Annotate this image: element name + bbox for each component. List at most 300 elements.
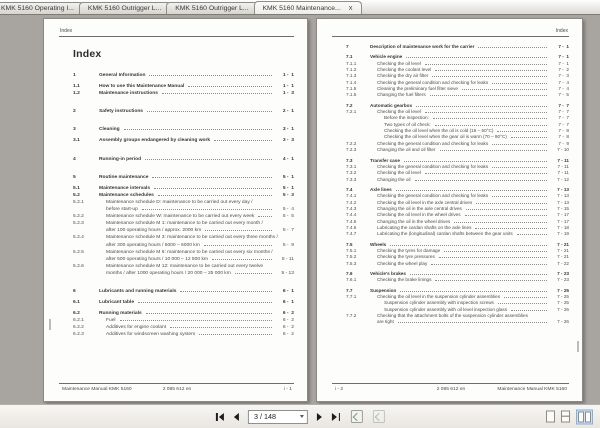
dot-leader [497, 131, 547, 132]
page-footer [332, 383, 569, 392]
toc-entry-number: 5.2.1 [73, 199, 84, 205]
toc-entry-page: 7 - 7 [558, 121, 569, 127]
dot-leader [120, 320, 272, 321]
document-tab-bar [0, 0, 600, 15]
toc-entry-title: months / after 1000 operating hours / 20 000 – 25 000 km [106, 270, 231, 276]
dot-leader [158, 195, 272, 196]
document-page-left [43, 18, 308, 402]
toc-entry-number: 7.2 [346, 102, 353, 108]
toc-entry-title: Checking the oil level when the gear oil is warm (70 – 90°C) [384, 134, 507, 140]
footer-page-number: i - 2 [335, 387, 344, 392]
tab-label: KMK 5160 Outrigger L... [175, 5, 249, 12]
dot-leader [124, 129, 272, 130]
toc-entry-number: 6.1 [73, 300, 80, 306]
toc-entry-number: 7.3 [346, 157, 353, 163]
toc-entry-number: 7.3.3 [346, 176, 357, 182]
toc-entry-page: 6 - 2 [282, 332, 294, 338]
toc-entry-page: 7 - 7 [558, 115, 569, 121]
toc-entry-page: 1 - 3 [282, 91, 294, 97]
toc-entry-page: 7 - 22 [557, 260, 569, 266]
first-page-button[interactable] [215, 410, 225, 424]
footer-left: Maintenance Manual KMK 5160 [62, 387, 132, 392]
toc-entry-title: Checking the oil level [377, 109, 421, 115]
toc-entry-page: 5 - 1 [282, 185, 294, 191]
toc-entry-page: 1 - 1 [282, 84, 294, 90]
toc-entry-title: Changing the oil in the axle central drives [377, 205, 462, 211]
toc-entry-page: 7 - 7 [558, 109, 569, 115]
toc-entry-number: 5.2.2 [73, 214, 84, 220]
toc-entry-title: after 300 operating hours / 5000 – 6000 km [106, 242, 200, 248]
dot-leader [416, 106, 547, 107]
toc-entry-number: 5.2 [73, 192, 80, 198]
toc-entry-page: 7 - 23 [557, 271, 569, 276]
toc-entry-number: 7.2.1 [346, 109, 357, 115]
dot-leader [454, 222, 547, 223]
dot-leader [398, 322, 547, 323]
toc-entry-title: Maintenance intervals [99, 185, 151, 191]
toc-entry [73, 109, 294, 116]
toc-entry-page: 7 - 8 [558, 128, 569, 134]
viewer-toolbar [0, 404, 600, 428]
toc-entry-title: Changing the oil [377, 176, 411, 182]
table-of-contents [73, 73, 294, 340]
toc-entry-title: Checking the brake linings [377, 277, 432, 283]
dot-leader [147, 111, 272, 112]
toc-entry-number: 6.2.1 [73, 318, 84, 324]
toc-entry-page: 7 - 12 [557, 176, 569, 182]
dot-leader [204, 245, 272, 246]
dot-leader [440, 150, 547, 151]
toc-entry-page: 7 - 25 [557, 287, 569, 293]
dot-leader [517, 234, 547, 235]
dot-leader [511, 137, 547, 138]
toc-entry-number: 7.4.2 [346, 199, 357, 205]
running-header: Index [332, 28, 569, 37]
toc-entry-page: 6 - 2 [282, 318, 294, 324]
toc-entry [73, 300, 294, 307]
dot-leader [214, 140, 272, 141]
toc-entry-number: 3.1 [73, 138, 80, 144]
dot-leader [142, 209, 272, 210]
toc-entry-page: 7 - 18 [557, 224, 569, 230]
toc-entry-number: 7.1.2 [346, 67, 357, 73]
toc-entry-page: 7 - 3 [558, 73, 569, 79]
dot-leader [478, 47, 547, 48]
toc-entry-number: 4 [73, 156, 76, 162]
toc-entry-title: Automatic gearbox [370, 102, 413, 108]
toc-entry-title: Changing the oil in the wheel drives [377, 218, 451, 224]
toc-entry-page: 7 - 1 [558, 44, 569, 49]
toc-entry-title: Wheels [370, 241, 387, 247]
toc-entry-number: 6.2 [73, 311, 80, 317]
toc-entry [73, 127, 294, 134]
toc-entry-title: Maintenance instructions [99, 91, 158, 97]
previous-page-button[interactable] [233, 410, 240, 424]
page-title: Index [73, 48, 102, 60]
toc-entry-page: 7 - 19 [557, 231, 569, 237]
toc-entry-title: Lubricant table [99, 300, 135, 306]
dot-leader [415, 180, 547, 181]
toc-entry-page: 7 - 11 [557, 163, 569, 169]
dot-leader [400, 291, 547, 292]
toc-entry-title: Fuel [106, 318, 116, 324]
tab-label: KMK 5160 Operating I... [1, 5, 74, 12]
toc-entry-title: Axle lines [370, 186, 392, 192]
toc-entry-page: 7 - 8 [558, 134, 569, 140]
toc-entry-number: 7.3.2 [346, 170, 357, 176]
dot-leader [444, 251, 547, 252]
toc-entry-number: 7.4.4 [346, 212, 357, 218]
dot-leader [430, 95, 547, 96]
toc-entry-title: Vehicle engine [370, 54, 403, 60]
toc-entry-page: 7 - 17 [557, 212, 569, 218]
toc-entry-number: 7.3.1 [346, 163, 357, 169]
dot-leader [492, 196, 547, 197]
continuous-layout-icon[interactable] [561, 411, 570, 423]
toc-entry-title: Suspension cylinder assembly with oil level inspection glass [384, 306, 508, 312]
toc-entry-title: after 500 operating hours / 10 000 – 12 500 km [106, 256, 208, 262]
toc-entry-number: 1.2 [73, 91, 80, 97]
toc-entry-title: Checking the tyres for damage [377, 247, 441, 253]
toc-entry-title: How to use this Maintenance Manual [99, 84, 185, 90]
toc-entry-title: Before the inspection: [384, 115, 429, 121]
toc-entry-title: Suspension [370, 287, 397, 293]
toc-entry-number: 7.1.6 [346, 92, 357, 98]
toc-entry-page: 7 - 21 [557, 241, 569, 247]
running-header: Index [59, 28, 294, 37]
toc-entry-number: 7.4.1 [346, 193, 357, 199]
dot-leader [145, 159, 272, 160]
next-page-icon [317, 413, 322, 421]
toc-entry-title: Additives for engine coolant [106, 325, 167, 331]
dot-leader [425, 173, 547, 174]
toc-entry [346, 319, 569, 325]
dot-leader [170, 327, 272, 328]
toc-entry-page: 1 - 1 [282, 73, 294, 78]
dot-leader [188, 86, 272, 87]
toc-entry-number: 7.5.2 [346, 254, 357, 260]
toc-entry-number: 6.2.2 [73, 325, 84, 331]
toc-entry-title: Maintenance schedule M 3: maintenance to be carried out every three months / [106, 235, 278, 241]
page-number-dropdown-icon[interactable] [300, 415, 304, 418]
toc-entry-title: Checking the oil level when the oil is cold (16 – 50°C) [384, 128, 494, 134]
toc-entry-number: 1 [73, 73, 76, 78]
toc-entry-page: 7 - 4 [558, 86, 569, 92]
toc-entry-number: 7.1.5 [346, 86, 357, 92]
toc-entry-title: Lubricating the cardan shafts on the axle lines [377, 224, 472, 230]
toc-entry [346, 92, 569, 98]
dot-leader [212, 259, 272, 260]
toc-entry [73, 200, 294, 207]
document-tab[interactable] [166, 2, 258, 14]
toc-entry-number: 5.2.6 [73, 263, 84, 269]
toc-entry-page: 6 - 2 [282, 311, 294, 317]
dot-leader [433, 118, 547, 119]
toc-entry-page: 6 - 1 [282, 300, 294, 306]
toc-entry-title: Vehicle's brakes [370, 271, 406, 276]
dot-leader [390, 245, 547, 246]
toc-entry [73, 250, 294, 257]
toc-entry-number: 5.2.4 [73, 235, 84, 241]
toc-entry-page: 7 - 25 [557, 300, 569, 306]
toc-entry-number: 7.4.7 [346, 231, 357, 237]
toc-entry-title: Checking the general condition and checking for leaks [377, 79, 489, 85]
next-view-button[interactable] [373, 410, 385, 423]
dot-leader [435, 280, 547, 281]
dot-leader [154, 188, 272, 189]
toc-entry-page: 7 - 25 [557, 294, 569, 300]
dot-leader [431, 264, 547, 265]
toc-entry [73, 289, 294, 296]
toc-entry-title: Checking the general condition and checking for leaks [377, 140, 489, 146]
toc-entry-title: Checking the general condition and checking for leaks [377, 163, 489, 169]
toc-entry-number: 7.4 [346, 186, 353, 192]
toc-entry-title: Checking the tyre pressures [377, 254, 435, 260]
toc-entry-number: 1.1 [73, 84, 80, 90]
toc-entry-number: 5.2.3 [73, 221, 84, 227]
toc-entry-page: 7 - 9 [558, 140, 569, 146]
toc-entry-number: 7.1.3 [346, 73, 357, 79]
toc-entry-page: 7 - 2 [558, 67, 569, 73]
toc-entry-title: Maintenance schedule D: maintenance to be carried out every day / [106, 199, 253, 205]
first-page-icon [216, 413, 218, 421]
toc-entry-title: Maintenance schedule M 6: maintenance to be carried out every six months / [106, 249, 273, 255]
toc-entry-title: Checking the general condition and checking for leaks [377, 193, 489, 199]
dot-leader [396, 190, 547, 191]
toc-entry-title: Checking the dry air filter [377, 73, 429, 79]
toc-entry-number: 6 [73, 288, 76, 294]
toc-entry [73, 235, 294, 242]
toc-entry-title: Cleaning [99, 127, 120, 133]
toc-entry-title: Maintenance schedule M 1: maintenance to be carried out every month / [106, 221, 263, 227]
toc-entry-title: before start-up [106, 207, 138, 213]
last-page-button[interactable] [331, 410, 341, 424]
toc-entry-title: Description of maintenance work for the carrier [370, 44, 475, 49]
dot-leader [199, 334, 272, 335]
document-tab[interactable] [79, 2, 171, 14]
toc-entry-number: 5.2.5 [73, 249, 84, 255]
toc-entry-title: Running materials [99, 311, 142, 317]
toc-entry-page: 7 - 26 [557, 319, 569, 325]
toc-entry [73, 271, 294, 278]
footer-doc-number: 2 085 612 en [162, 387, 192, 392]
toc-entry-page: 7 - 13 [557, 186, 569, 192]
toc-entry [346, 147, 569, 153]
dot-leader [498, 303, 547, 304]
toc-entry-page: 5 - 5 [282, 214, 294, 220]
toc-entry-title: Cleaning the preliminary fuel filter sieve [377, 86, 458, 92]
toc-entry-page: 7 - 4 [558, 79, 569, 85]
toc-entry-title: General Information [99, 73, 146, 78]
tab-close-icon[interactable]: x [348, 3, 353, 13]
dot-leader [492, 144, 547, 145]
dot-leader [475, 228, 547, 229]
toc-entry-title: Changing the oil and oil filter [377, 147, 436, 153]
pdf-viewport[interactable] [0, 16, 600, 404]
toc-entry [73, 186, 294, 193]
toc-entry-page: 6 - 2 [282, 325, 294, 331]
toc-entry [346, 261, 569, 267]
toc-entry-page: 7 - 1 [558, 54, 569, 60]
toc-entry-title: Additives for windscreen washing system [106, 332, 196, 338]
toc-entry-page: 7 - 7 [558, 102, 569, 108]
dot-leader [476, 203, 547, 204]
toc-entry-number: 7.6.1 [346, 277, 357, 283]
toc-entry [346, 231, 569, 237]
toc-entry-number: 5.1 [73, 185, 80, 191]
toc-entry-title: Changing the fuel filters [377, 92, 426, 98]
toc-entry-title: Maintenance schedule W: maintenance to be carried out every week [106, 214, 255, 220]
dot-leader [435, 70, 547, 71]
document-tab[interactable] [0, 2, 84, 14]
toc-entry-page: 5 - 7 [282, 228, 294, 234]
toc-entry-number: 7.2.3 [346, 147, 357, 153]
dot-leader [162, 93, 272, 94]
dot-leader [406, 57, 547, 58]
toc-entry-number: 5 [73, 174, 76, 180]
toc-entry-page: 5 - 1 [282, 174, 294, 180]
toc-entry-title: Suspension cylinder assembly with inspection screws [384, 300, 494, 306]
toc-entry-title: Lubricating the (longitudinal) cardan shafts between the gear units [377, 231, 513, 237]
toc-entry-title: Maintenance schedule M 12: maintenance to be carried out every twelve [106, 263, 264, 269]
toc-entry-title: Checking that the attachment bolts of the suspension cylinder assemblies [377, 313, 528, 319]
toc-entry-page: 7 - 15 [557, 205, 569, 211]
toc-entry-page: 7 - 21 [557, 254, 569, 260]
two-page-layout-icon[interactable] [576, 409, 594, 424]
toc-entry-page: 7 - 23 [557, 277, 569, 283]
toc-entry-title: Maintenance schedules [99, 192, 154, 198]
dot-leader [152, 177, 272, 178]
toc-entry-title: Checking the oil level in the axle central drives [377, 199, 473, 205]
table-of-contents [346, 44, 569, 326]
toc-entry-number: 7.7.2 [346, 313, 357, 319]
footer-page-number: i - 1 [283, 387, 292, 392]
dot-leader [492, 83, 547, 84]
toc-entry-number: 7.5 [346, 241, 353, 247]
next-page-button[interactable] [316, 410, 323, 424]
dot-leader [146, 313, 272, 314]
toc-entry-number: 6.2.3 [73, 332, 84, 338]
tab-label: KMK 5160 Maintenance... [262, 4, 341, 12]
toc-entry-title: Transfer case [370, 157, 400, 163]
toc-entry-number: 2 [73, 109, 76, 115]
page-number-box [248, 410, 308, 424]
toc-entry-number: 7.4.6 [346, 224, 357, 230]
toc-entry [73, 332, 294, 339]
dot-leader [492, 167, 547, 168]
toc-entry [73, 138, 294, 145]
toc-entry [346, 277, 569, 283]
footer-doc-number: 2 085 612 en [436, 387, 466, 392]
toc-entry [73, 157, 294, 164]
toc-entry-title: Safety instructions [99, 109, 144, 115]
single-page-layout-icon[interactable] [546, 411, 555, 423]
dot-leader [425, 112, 547, 113]
dot-leader [465, 215, 547, 216]
dot-leader [435, 125, 547, 126]
toc-entry-page: 3 - 1 [282, 127, 294, 133]
toc-entry-number: 7.1 [346, 54, 353, 60]
last-page-icon [332, 413, 337, 421]
toc-entry-number: 7.5.3 [346, 260, 357, 266]
toc-entry-title: are tight [377, 319, 394, 325]
toc-entry-page: 5 - 9 [282, 242, 294, 248]
toc-entry-page: 5 - 4 [282, 207, 294, 213]
toc-entry-page: 7 - 21 [557, 247, 569, 253]
toc-entry-title: Checking the coolant level [377, 67, 432, 73]
toc-entry-title: Lubricants and running materials [99, 288, 177, 294]
toc-entry-page: 7 - 5 [558, 92, 569, 98]
toc-entry [73, 264, 294, 271]
dot-leader [439, 257, 547, 258]
document-page-right [316, 18, 583, 402]
toc-entry-number: 7.4.5 [346, 218, 357, 224]
page-number-input[interactable] [249, 412, 300, 421]
toc-entry-number: 7.2.2 [346, 140, 357, 146]
toc-entry-title: Checking the oil level [377, 60, 421, 66]
toc-entry [73, 91, 294, 98]
toc-entry-page: 7 - 26 [557, 306, 569, 312]
toc-entry-page: 2 - 1 [282, 109, 294, 115]
dot-leader [425, 64, 547, 65]
toc-entry-page: 4 - 1 [282, 156, 294, 162]
toc-entry-number: 7.7 [346, 287, 353, 293]
previous-view-button[interactable] [351, 410, 363, 423]
page-footer [59, 383, 294, 392]
toc-entry-page: 5 - 3 [282, 192, 294, 198]
dot-leader [511, 310, 547, 311]
toc-entry-page: 7 - 11 [557, 157, 569, 163]
page-layout-options [546, 409, 594, 424]
dot-leader [205, 230, 272, 231]
toc-entry-page: 3 - 3 [282, 138, 294, 144]
toc-entry-title: Checking the oil level [377, 170, 421, 176]
document-tab[interactable] [254, 1, 363, 14]
toc-entry [346, 177, 569, 183]
dot-leader [432, 76, 547, 77]
toc-entry-number: 7.6 [346, 271, 353, 276]
toc-entry-page: 5 - 11 [281, 256, 294, 262]
toc-entry-page: 5 - 13 [281, 270, 294, 276]
toc-entry-number: 3 [73, 127, 76, 133]
toc-entry [73, 73, 294, 80]
toc-entry-number: 7.5.1 [346, 247, 357, 253]
toc-entry-title: Checking the wheel play [377, 260, 428, 266]
dot-leader [149, 75, 272, 76]
toc-entry [73, 175, 294, 182]
dot-leader [138, 302, 272, 303]
dot-leader [462, 89, 547, 90]
toc-entry-page: 7 - 10 [557, 147, 569, 153]
toc-entry-number: 7.7.1 [346, 294, 357, 300]
tab-label: KMK 5160 Outrigger L... [87, 5, 162, 12]
dot-leader [410, 274, 547, 275]
toc-entry-page: 6 - 1 [282, 288, 294, 294]
dot-leader [258, 216, 272, 217]
toc-entry-number: 7.4.3 [346, 205, 357, 211]
toc-entry [73, 243, 294, 250]
toc-entry-title: Routine maintenance [99, 174, 149, 180]
toc-entry-title: Checking the oil level in the wheel drives [377, 212, 461, 218]
toc-entry-title: Assembly groups endangered by cleaning work [99, 138, 211, 144]
dot-leader [404, 161, 547, 162]
dot-leader [180, 291, 272, 292]
toc-entry-page: 7 - 13 [557, 199, 569, 205]
toc-entry-page: 7 - 1 [558, 60, 569, 66]
toc-entry-title: Two types of oil check: [384, 121, 431, 127]
toc-entry-page: 7 - 17 [557, 218, 569, 224]
print-mark [49, 319, 51, 330]
